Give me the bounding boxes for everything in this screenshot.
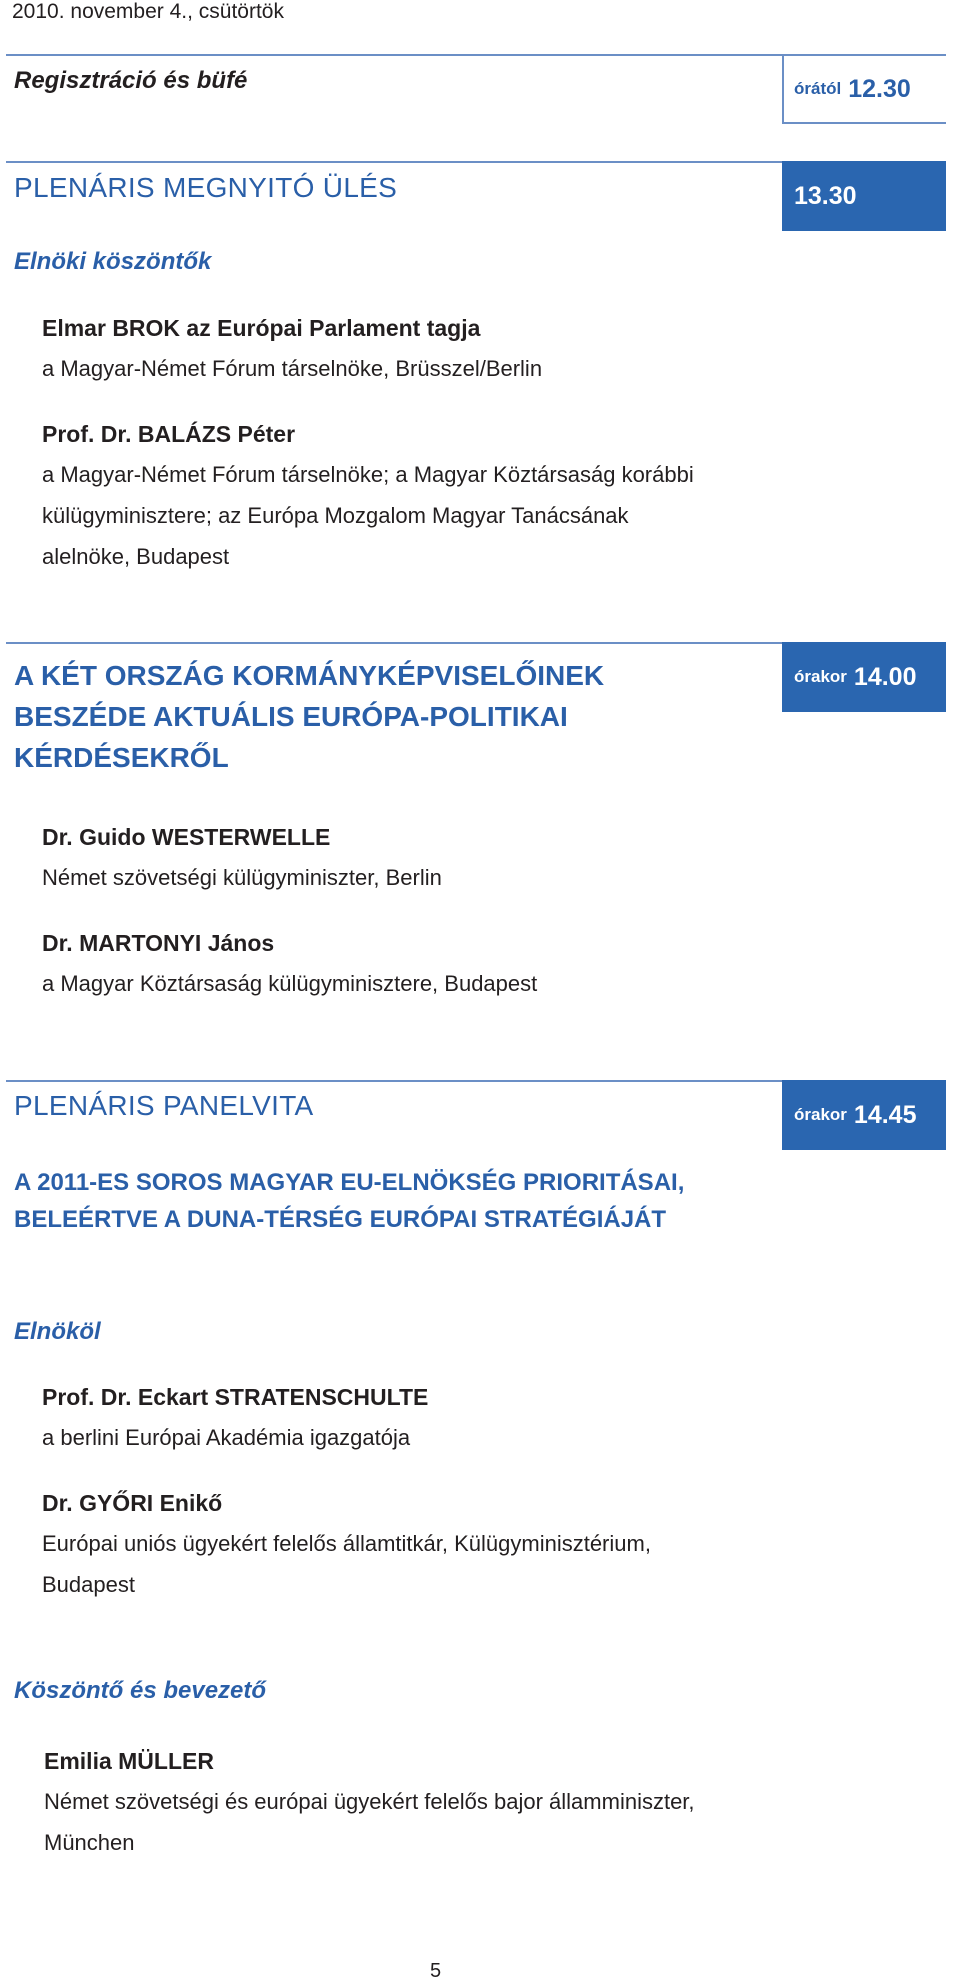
time-value: 14.45: [853, 1100, 917, 1129]
registration-title: Regisztráció és büfé: [14, 67, 248, 94]
title-line: KÉRDÉSEKRŐL: [14, 742, 229, 773]
description-line: alelnöke, Budapest: [42, 544, 230, 569]
chair-label: Elnököl: [14, 1318, 101, 1345]
time-label: órakor: [794, 667, 847, 686]
description-line: München: [44, 1830, 135, 1855]
speaker-description: [42, 454, 694, 577]
description-line: Budapest: [42, 1572, 135, 1597]
description-line: a Magyar Köztársaság külügyminisztere, Budapest: [42, 971, 538, 996]
registration-time: [782, 54, 946, 124]
speaker-description: [42, 857, 442, 898]
speaker-name: Elmar BROK az Európai Parlament tagja: [42, 315, 481, 341]
plenary-opening-subtitle: Elnöki köszöntők: [14, 248, 212, 275]
speaker-description: [42, 348, 542, 389]
government-speeches-time-box: [782, 642, 946, 712]
time-label: órakor: [794, 1105, 847, 1124]
topic-line: BELEÉRTVE A DUNA-TÉRSÉG EURÓPAI STRATÉGIÁJÁT: [14, 1206, 667, 1233]
speaker-description: [42, 1523, 651, 1605]
topic-line: A 2011-ES SOROS MAGYAR EU-ELNÖKSÉG PRIORITÁSAI,: [14, 1169, 685, 1196]
title-line: A KÉT ORSZÁG KORMÁNYKÉPVISELŐINEK: [14, 660, 605, 691]
description-line: a Magyar-Német Fórum társelnöke; a Magyar Köztársaság korábbi: [42, 462, 694, 487]
time-label: órától: [794, 79, 842, 98]
time-value: 12.30: [848, 74, 911, 103]
description-line: a Magyar-Német Fórum társelnöke, Brüsszel/Berlin: [42, 356, 543, 381]
description-line: Német szövetségi és európai ügyekért felelős bajor államminiszter,: [44, 1789, 695, 1814]
speaker-name: Dr. GYŐRI Enikő: [42, 1490, 223, 1516]
page-number: 5: [430, 1960, 442, 1982]
description-line: külügyminisztere; az Európa Mozgalom Magyar Tanácsának: [42, 503, 629, 528]
description-line: Német szövetségi külügyminiszter, Berlin: [42, 865, 442, 890]
description-line: Európai uniós ügyekért felelős államtitkár, Külügyminisztérium,: [42, 1531, 651, 1556]
speaker-name: Prof. Dr. Eckart STRATENSCHULTE: [42, 1384, 429, 1410]
description-line: a berlini Európai Akadémia igazgatója: [42, 1425, 411, 1450]
time-value: 14.00: [853, 662, 917, 691]
speaker-description: [42, 963, 537, 1004]
panel-topic: [14, 1164, 684, 1238]
plenary-opening-time-box: [782, 161, 946, 231]
speaker-name: Dr. Guido WESTERWELLE: [42, 824, 331, 850]
title-line: BESZÉDE AKTUÁLIS EURÓPA-POLITIKAI: [14, 701, 568, 732]
intro-label: Köszöntő és bevezető: [14, 1677, 267, 1704]
page-date: 2010. november 4., csütörtök: [12, 0, 284, 23]
time-value: 13.30: [794, 181, 857, 210]
plenary-opening-title: PLENÁRIS MEGNYITÓ ÜLÉS: [14, 172, 398, 203]
speaker-name: Emilia MÜLLER: [44, 1748, 214, 1774]
panel-title: PLENÁRIS PANELVITA: [14, 1090, 314, 1121]
speaker-description: [44, 1781, 695, 1863]
speaker-name: Prof. Dr. BALÁZS Péter: [42, 421, 296, 447]
speaker-name: Dr. MARTONYI János: [42, 930, 275, 956]
speaker-description: [42, 1417, 410, 1458]
government-speeches-title: [14, 655, 604, 778]
panel-time-box: [782, 1080, 946, 1150]
